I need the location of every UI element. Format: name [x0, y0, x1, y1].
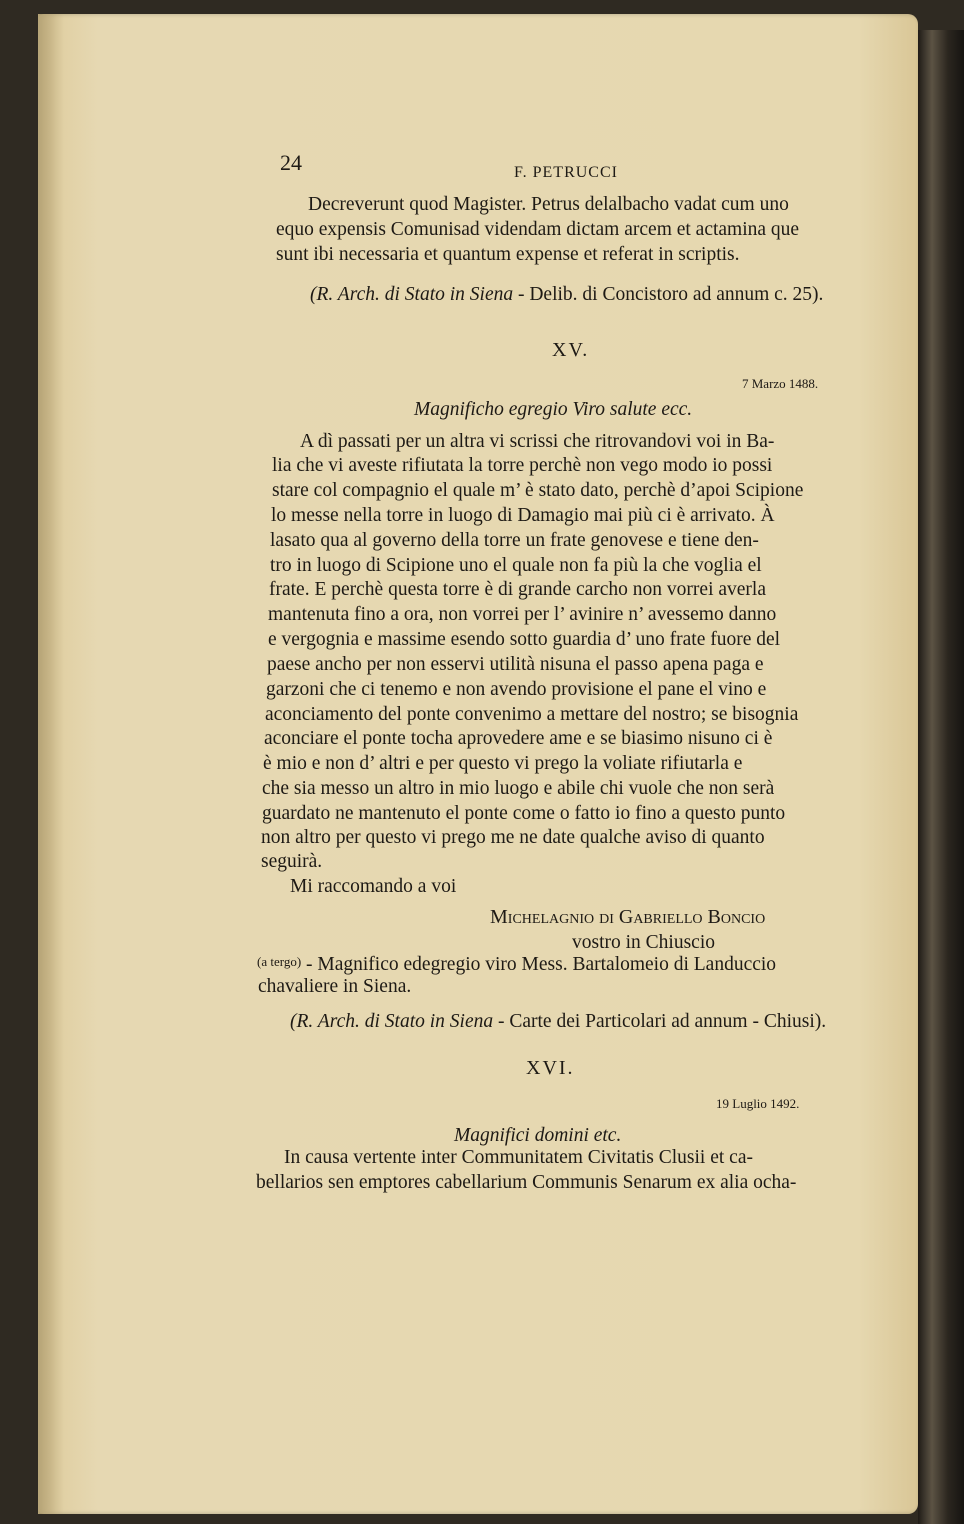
salutation: Magnificho egregio Viro salute ecc.: [414, 399, 693, 420]
text-line: aconciamento del ponte convenimo a mettare del nostro; se bisognia: [265, 704, 799, 725]
running-title: F. PETRUCCI: [514, 164, 618, 181]
text-line: aconciare el ponte tocha aprovedere ame e se biasimo nisuno ci è: [264, 728, 773, 749]
text-line: è mio e non d’ altri e per questo vi prego la voliate rifiutarla e: [263, 753, 743, 774]
text-line: paese ancho per non esservi utilità nisuna el passo apena paga e: [267, 654, 764, 675]
citation-detail: - Delib. di Concistoro ad annum c. 25).: [513, 284, 824, 305]
citation-detail: - Carte dei Particolari ad annum - Chiusi).: [493, 1011, 827, 1032]
text-line: e vergognia e massime esendo sotto guardia d’ uno frate fuore del: [268, 629, 781, 650]
text-line: garzoni che ci tenemo e non avendo provisione el pane el vino e: [266, 679, 767, 700]
text-line: lasato qua al governo della torre un frate genovese e tiene den-: [270, 530, 759, 551]
text-line: seguirà.: [261, 851, 323, 872]
text-line: In causa vertente inter Communitatem Civitatis Clusii et ca-: [284, 1147, 753, 1168]
text-line: che sia messo un altro in mio luogo e abile chi vuole che non serà: [262, 778, 775, 799]
book-edge: [918, 30, 964, 1524]
document-date: 7 Marzo 1488.: [742, 376, 819, 391]
closing: Mi raccomando a voi: [290, 876, 457, 897]
signature-name: Michelagnio di Gabriello Boncio: [490, 906, 766, 928]
citation: [290, 1012, 826, 1032]
page-number: 24: [280, 150, 302, 175]
citation: [310, 285, 823, 305]
salutation: Magnifici domini etc.: [454, 1125, 622, 1146]
tergo-label: (a tergo): [257, 954, 302, 969]
citation-archive: (R. Arch. di Stato in Siena: [290, 1011, 494, 1032]
text-line: non altro per questo vi prego me ne date qualche aviso di quanto: [261, 827, 765, 848]
text-line: lo messe nella torre in luogo di Damagio mai più ci è arrivato. À: [271, 505, 775, 526]
text-line: bellarios sen emptores cabellarium Communis Senarum ex alia ocha-: [256, 1172, 797, 1193]
text-line: lia che vi aveste rifiutata la torre perchè non vego modo io possi: [272, 455, 773, 476]
document-numeral: XVI.: [526, 1057, 575, 1079]
address-line: chavaliere in Siena.: [258, 976, 412, 997]
text-line: equo expensis Comunisad videndam dictam arcem et actamina que: [276, 219, 800, 240]
text-line: A dì passati per un altra vi scrissi che ritrovandovi voi in Ba-: [300, 431, 775, 452]
page-gutter: [38, 14, 64, 1514]
address-line: - Magnifico edegregio viro Mess. Bartalomeio di Landuccio: [301, 954, 777, 975]
text-line: sunt ibi necessaria et quantum expense et referat in scriptis.: [276, 244, 740, 265]
text-line: stare col compagnio el quale m’ è stato dato, perchè d’apoi Scipione: [272, 480, 804, 501]
signature-place: vostro in Chiuscio: [572, 932, 716, 953]
document-date: 19 Luglio 1492.: [716, 1096, 800, 1111]
text-line: frate. E perchè questa torre è di grande carcho non vorrei averla: [269, 579, 766, 600]
text-line: mantenuta fino a ora, non vorrei per l’ avinire n’ avessemo danno: [268, 604, 777, 625]
text-line: Decreverunt quod Magister. Petrus delalbacho vadat cum uno: [308, 194, 789, 215]
address: [257, 955, 776, 975]
text-line: guardato ne mantenuto el ponte come o fatto io fino a questo punto: [262, 803, 786, 824]
text-line: tro in luogo di Scipione uno el quale non fa più la che voglia el: [270, 555, 762, 576]
document-numeral: XV.: [552, 339, 590, 361]
citation-archive: (R. Arch. di Stato in Siena: [310, 284, 514, 305]
